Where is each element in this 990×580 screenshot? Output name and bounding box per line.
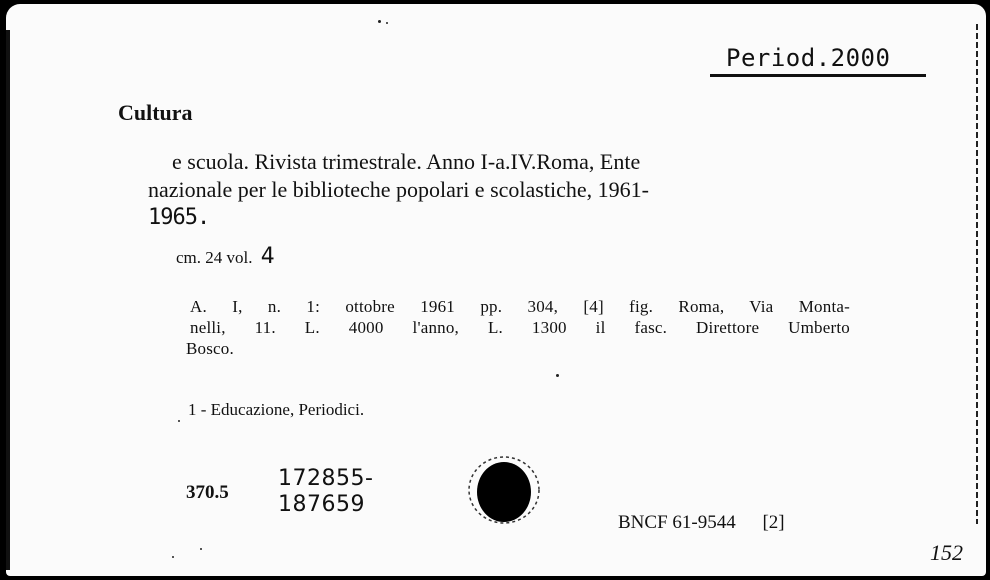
- speck: [386, 22, 388, 24]
- description-line: nazionale per le biblioteche popolari e scolastiche, 1961-: [148, 177, 649, 202]
- physical-description: [176, 244, 275, 269]
- library-code: BNCF 61-9544: [618, 512, 736, 533]
- classification-number: 370.5: [186, 482, 229, 503]
- title-heading: Cultura: [118, 100, 193, 125]
- speck: [200, 548, 202, 550]
- shelfmark: Period.2000: [726, 44, 891, 72]
- speck: [172, 556, 174, 558]
- description-line: e scuola. Rivista trimestrale. Anno I-a.IV.Roma, Ente: [172, 149, 641, 174]
- shelfmark-underline: [710, 74, 926, 77]
- note-line: nelli, 11. L. 4000 l'anno, L. 1300 il fasc. Direttore Umberto: [190, 318, 850, 337]
- card-right-edge: [976, 24, 978, 524]
- corner-handwritten-mark: 152: [930, 540, 963, 565]
- note-line: A. I, n. 1: ottobre 1961 pp. 304, [4] fig. Roma, Via Monta-: [190, 297, 850, 316]
- copies-count: [2]: [762, 512, 785, 533]
- library-code-line: [618, 512, 785, 534]
- card-left-edge: [6, 30, 10, 570]
- speck: [378, 20, 381, 23]
- accession-line: 187659: [278, 492, 365, 517]
- description: [148, 148, 868, 232]
- publication-note: [186, 296, 850, 359]
- accession-numbers: [278, 466, 373, 518]
- size-label: cm. 24 vol.: [176, 248, 253, 267]
- accession-line: 172855-: [278, 466, 374, 491]
- description-line: 1965.: [148, 205, 210, 230]
- punch-hole-stamp: [464, 450, 544, 526]
- subject-heading: 1 - Educazione, Periodici.: [188, 400, 365, 419]
- note-line: Bosco.: [186, 339, 234, 358]
- catalog-card: [6, 4, 986, 576]
- volume-count: 4: [260, 244, 275, 269]
- speck: [556, 374, 559, 377]
- speck: [178, 420, 180, 422]
